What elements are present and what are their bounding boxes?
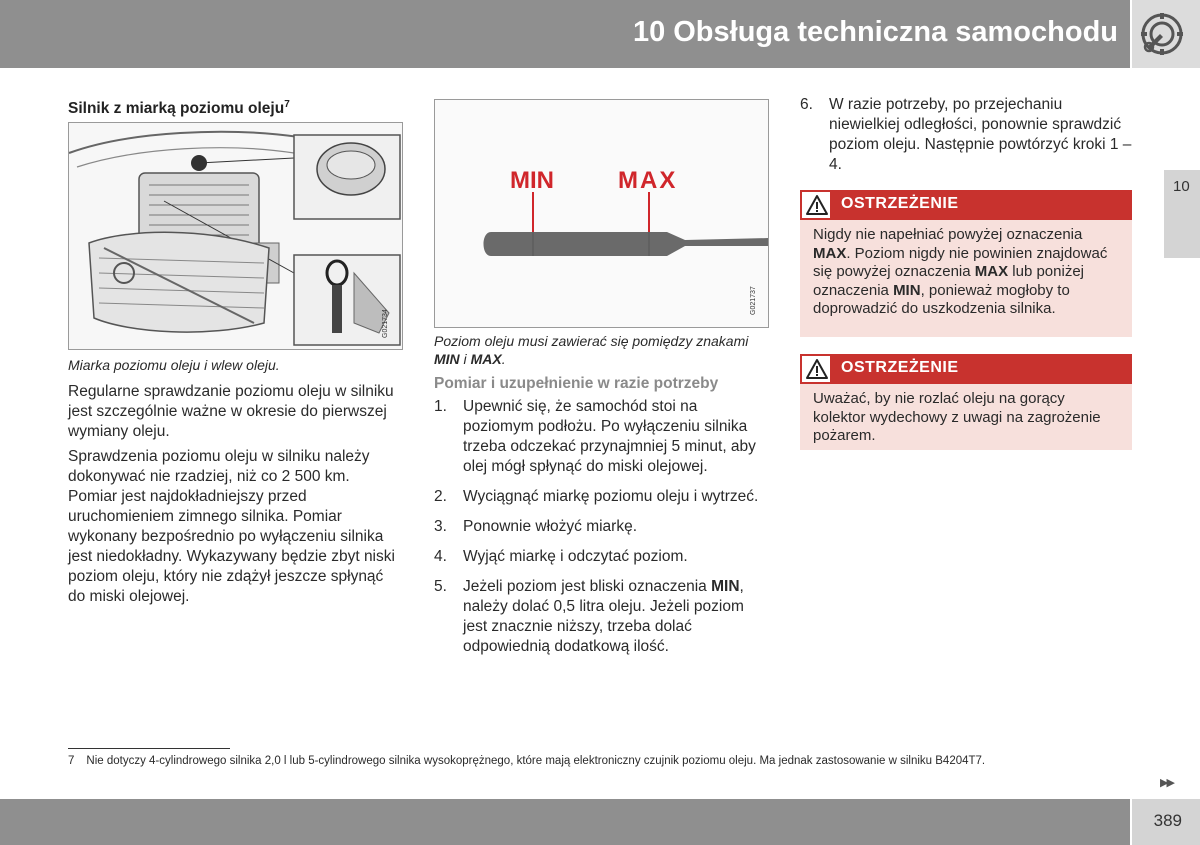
paragraph-regular-check: Regularne sprawdzanie poziomu oleju w silniku jest szczególnie ważne w okresie do pierwszej wymiany oleju. <box>68 383 394 440</box>
paragraph-check-frequency: Sprawdzenia poziomu oleju w silniku należy dokonywać nie rzadziej, niż co 2 500 km. Pomiar jest najdokładniejszy przed uruchomieniem zimnego silnika. Pomiar wykonany bezpośrednio po wyłączeniu silnika jest niedokładny. Wykazywany będzie zbyt niski poziom oleju, który nie zdążył jeszcze spłynąć do miski olejowej. <box>68 448 395 605</box>
dipstick-illustration <box>434 99 769 328</box>
step-number: 1. <box>434 398 447 415</box>
footnote-number: 7 <box>68 755 75 767</box>
step-5 <box>434 577 766 657</box>
warning-text: Uważać, by nie rozlać oleju na gorący kolektor wydechowy z uwagi na zagrożenie pożarem. <box>813 390 1101 444</box>
footnote-divider <box>68 748 230 749</box>
step-2 <box>434 487 766 507</box>
engine-figure-caption: Miarka poziomu oleju i wlew oleju. <box>68 357 280 373</box>
chapter-side-tab <box>1164 170 1200 258</box>
warning-bold-max: MAX <box>813 244 847 262</box>
wrench-gear-icon <box>1140 12 1184 56</box>
warning-header <box>800 354 1132 384</box>
procedure-steps <box>434 397 766 657</box>
step-bold-min: MIN <box>711 578 740 595</box>
caption-text-3: . <box>501 351 506 367</box>
caption-max: MAX <box>470 351 502 367</box>
step-number: 3. <box>434 518 447 535</box>
warning-text-2: . Poziom nigdy nie powinien znajdować się powyżej oznaczenia <box>813 244 1108 280</box>
chapter-number: 10 <box>1173 178 1190 195</box>
caption-min: MIN <box>434 351 460 367</box>
warning-triangle-icon <box>800 354 832 384</box>
engine-drawing <box>69 123 403 350</box>
step-1 <box>434 397 766 477</box>
warning-title: OSTRZEŻENIE <box>841 195 959 212</box>
figure-code: G021734 <box>382 309 389 338</box>
step-6 <box>800 95 1132 175</box>
min-label: MIN <box>510 167 554 194</box>
step-number: 5. <box>434 578 447 595</box>
step-number: 4. <box>434 548 447 565</box>
caption-text-2: i <box>459 351 471 367</box>
step-number: 6. <box>800 96 813 113</box>
warning-triangle-icon <box>800 190 832 220</box>
warning-header <box>800 190 1132 220</box>
engine-illustration <box>68 122 403 350</box>
dipstick-figure-code: G021737 <box>750 286 757 315</box>
step-text-cont: , należy dolać 0,5 litra oleju. Jeżeli poziom jest znacznie niższy, trzeba dolać odpowiednią dodatkową ilość. <box>463 578 744 655</box>
step-text: Wyciągnąć miarkę poziomu oleju i wytrzeć. <box>463 488 759 505</box>
step-3 <box>434 517 766 537</box>
step-4 <box>434 547 766 567</box>
page-footer <box>0 799 1130 845</box>
page-number-box <box>1132 799 1200 845</box>
footnote <box>68 755 985 767</box>
step-text: Upewnić się, że samochód stoi na poziomym podłożu. Po wyłączeniu silnika trzeba odczekać przynajmniej 5 minut, aby olej mógł spłynąć do miski olejowej. <box>463 398 756 475</box>
procedure-steps-cont <box>800 95 1132 175</box>
dipstick-drawing <box>435 100 769 328</box>
warning-title: OSTRZEŻENIE <box>841 359 959 376</box>
step-text: Wyjąć miarkę i odczytać poziom. <box>463 548 688 565</box>
max-label: MAX <box>618 167 678 194</box>
warning-text-3: lub poniżej oznaczenia <box>813 263 1084 299</box>
page-number: 389 <box>1153 811 1182 830</box>
step-text: W razie potrzeby, po przejechaniu niewielkiej odległości, ponownie sprawdzić poziom oleju. Następnie powtórzyć kroki 1 – 4. <box>829 96 1132 173</box>
warning-text-1: Nigdy nie napełniać powyżej oznaczenia <box>813 226 1083 243</box>
chapter-icon-box <box>1132 0 1200 68</box>
section-title <box>68 99 290 118</box>
warning-text <box>800 220 1132 327</box>
page-header <box>0 0 1130 68</box>
step-text: Ponownie włożyć miarkę. <box>463 518 638 535</box>
warning-box-overfill <box>800 190 1132 337</box>
chapter-title: 10 Obsługa techniczna samochodu <box>632 16 1118 48</box>
procedure-subheading: Pomiar i uzupełnienie w razie potrzeby <box>434 375 719 392</box>
warning-bold-max-2: MAX <box>974 263 1009 280</box>
step-number: 2. <box>434 488 447 505</box>
section-title-text: Silnik z miarką poziomu oleju <box>68 100 285 118</box>
footnote-text: Nie dotyczy 4-cylindrowego silnika 2,0 l lub 5-cylindrowego silnika wysokoprężnego, które mają elektroniczny czujnik poziomu oleju. Ma jednak zastosowanie w silniku B4204T7. <box>86 755 986 767</box>
warning-text-4: , ponieważ mogłoby to doprowadzić do uszkodzenia silnika. <box>813 281 1070 317</box>
dipstick-figure-caption <box>434 332 766 368</box>
step-text: Jeżeli poziom jest bliski oznaczenia <box>463 578 712 595</box>
caption-text-1: Poziom oleju musi zawierać się pomiędzy znakami <box>434 333 749 349</box>
footnote-ref: 7 <box>284 99 290 110</box>
next-page-arrows-icon: ▶▶ <box>1160 777 1173 789</box>
warning-box-fire <box>800 354 1132 450</box>
warning-bold-min: MIN <box>893 281 921 299</box>
